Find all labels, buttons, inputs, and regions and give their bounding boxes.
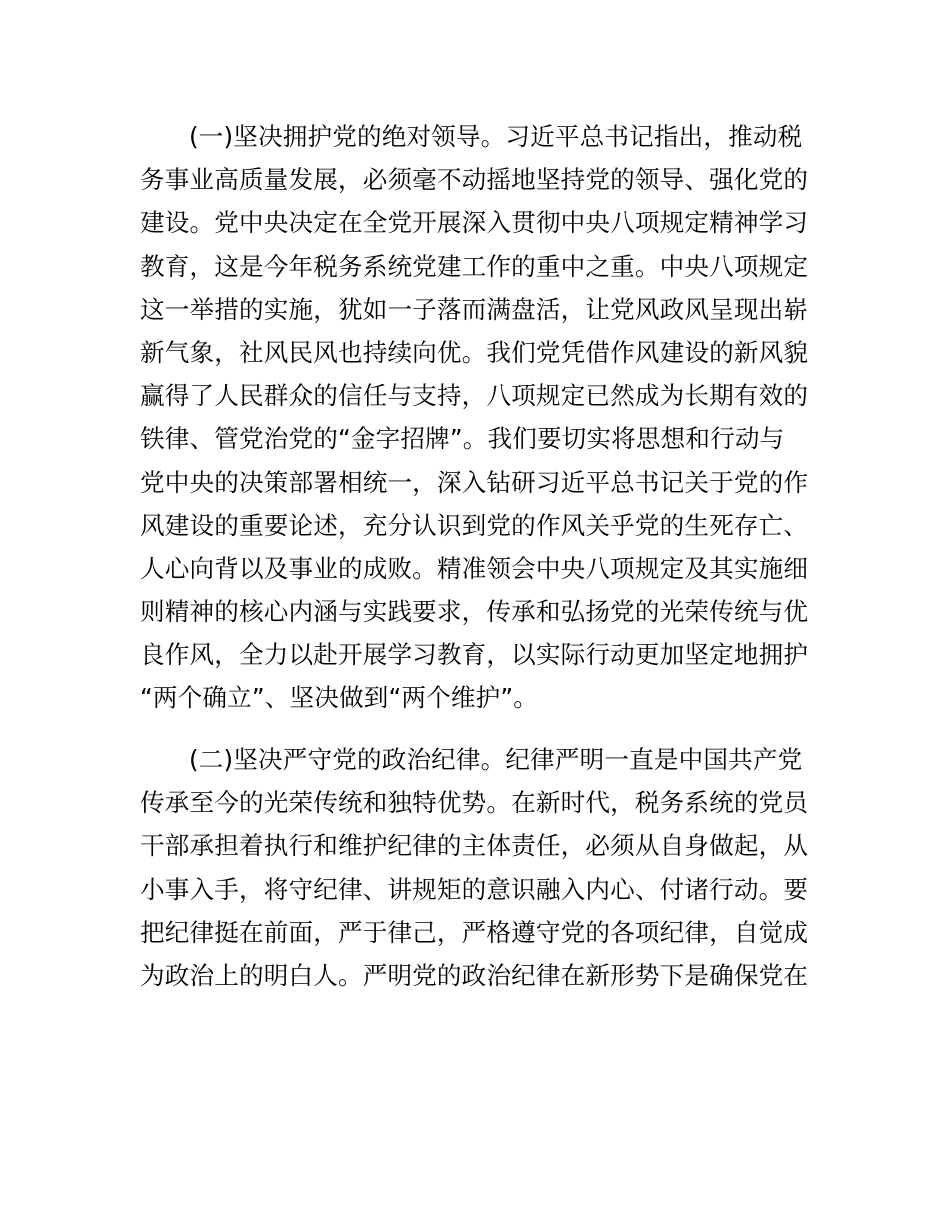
paragraph-line: 这一举措的实施，犹如一子落而满盘活，让党风政风呈现出崭	[140, 294, 809, 324]
paragraph-line: 新气象，社风民风也持续向优。我们党凭借作风建设的新风貌	[140, 337, 809, 367]
paragraph-line: 人心向背以及事业的成败。精准领会中央八项规定及其实施细	[140, 553, 809, 583]
paragraph-line: 务事业高质量发展，必须毫不动摇地坚持党的领导、强化党的	[140, 165, 809, 195]
paragraph-line: 赢得了人民群众的信任与支持，八项规定已然成为长期有效的	[140, 381, 809, 411]
paragraph-line: 小事入手，将守纪律、讲规矩的意识融入内心、付诸行动。要	[140, 874, 809, 904]
paragraph-line: 把纪律挺在前面，严于律己，严格遵守党的各项纪律，自觉成	[140, 917, 809, 947]
paragraph-line: 良作风，全力以赴开展学习教育，以实际行动更加坚定地拥护	[140, 640, 809, 670]
paragraph-line: 传承至今的光荣传统和独特优势。在新时代，税务系统的党员	[140, 788, 809, 818]
paragraph-line: 风建设的重要论述，充分认识到党的作风关乎党的生死存亡、	[140, 510, 809, 540]
paragraph-line: 为政治上的明白人。严明党的政治纪律在新形势下是确保党在	[140, 960, 809, 990]
paragraph-line: 则精神的核心内涵与实践要求，传承和弘扬党的光荣传统与优	[140, 597, 809, 627]
paragraph-uphold-party-leadership	[140, 115, 820, 720]
paragraph-line: 建设。党中央决定在全党开展深入贯彻中央八项规定精神学习	[140, 208, 809, 238]
paragraph-line: (二)坚决严守党的政治纪律。纪律严明一直是中国共产党	[189, 745, 803, 774]
paragraph-line: (一)坚决拥护党的绝对领导。习近平总书记指出，推动税	[189, 122, 803, 151]
paragraph-political-discipline	[140, 738, 820, 997]
paragraph-line: 教育，这是今年税务系统党建工作的重中之重。中央八项规定	[140, 251, 809, 281]
paragraph-line: 干部承担着执行和维护纪律的主体责任，必须从自身做起，从	[140, 831, 809, 861]
paragraph-line: “两个确立”、坚决做到“两个维护”。	[140, 683, 538, 713]
paragraph-line: 党中央的决策部署相统一，深入钻研习近平总书记关于党的作	[140, 467, 809, 497]
paragraph-line: 铁律、管党治党的“金字招牌”。我们要切实将思想和行动与	[140, 424, 785, 454]
